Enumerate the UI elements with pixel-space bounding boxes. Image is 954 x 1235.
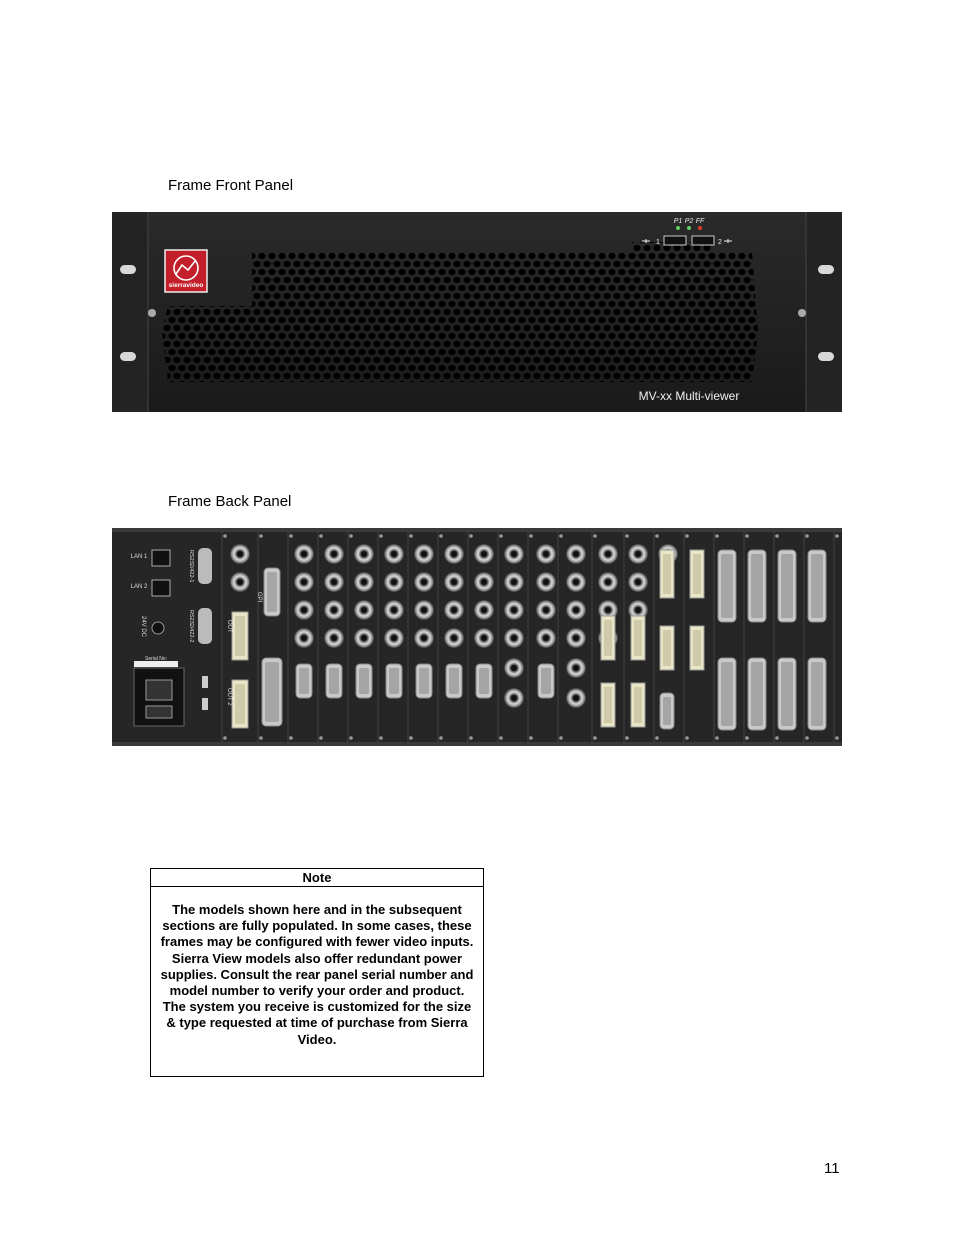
- screw-icon: [289, 534, 293, 538]
- dvi-pins-icon: [693, 554, 701, 594]
- screw-icon: [685, 534, 689, 538]
- bnc-pin-icon: [391, 551, 397, 557]
- screw-icon: [319, 534, 323, 538]
- led-label: P2: [684, 218, 694, 225]
- bnc-pin-icon: [361, 551, 367, 557]
- serial-port-2[interactable]: [198, 608, 212, 644]
- usb-port-icon[interactable]: [692, 236, 714, 245]
- d-sub-pins-icon: [663, 697, 671, 725]
- led-indicator-icon: [676, 226, 680, 230]
- out-label: OUT: [226, 620, 232, 633]
- dvi-pins-icon: [634, 687, 642, 723]
- front-panel-drawing: [112, 212, 842, 412]
- screw-icon: [409, 534, 413, 538]
- bnc-pin-icon: [573, 695, 579, 701]
- bnc-pin-icon: [605, 551, 611, 557]
- logo-text: sierravideo: [168, 282, 204, 289]
- d-sub-pins-icon: [479, 668, 489, 694]
- screw-icon: [625, 736, 629, 740]
- bnc-pin-icon: [511, 665, 517, 671]
- bnc-pin-icon: [421, 607, 427, 613]
- bnc-pin-icon: [361, 635, 367, 641]
- rack-slot-icon: [120, 265, 136, 274]
- usb-label: 1: [656, 239, 660, 246]
- bnc-pin-icon: [237, 579, 243, 585]
- rack-slot-icon: [818, 265, 834, 274]
- screw-icon: [409, 736, 413, 740]
- screw-icon: [289, 736, 293, 740]
- usb-label: 2: [718, 239, 722, 246]
- screw-icon: [529, 736, 533, 740]
- d-sub-pins-icon: [359, 668, 369, 694]
- bnc-pin-icon: [481, 551, 487, 557]
- bnc-pin-icon: [543, 551, 549, 557]
- screw-icon: [379, 534, 383, 538]
- bnc-pin-icon: [451, 579, 457, 585]
- bnc-pin-icon: [237, 551, 243, 557]
- screw-icon: [223, 534, 227, 538]
- bnc-pin-icon: [573, 551, 579, 557]
- screw-icon: [259, 736, 263, 740]
- front-panel-caption: Frame Front Panel: [168, 177, 294, 194]
- screw-icon: [349, 736, 353, 740]
- dvi-pins-icon: [634, 620, 642, 656]
- serial-label: RS232/422-1: [188, 550, 194, 583]
- bnc-pin-icon: [481, 607, 487, 613]
- dvi-pins-icon: [604, 620, 612, 656]
- bnc-pin-icon: [511, 551, 517, 557]
- screw-icon: [439, 736, 443, 740]
- bnc-pin-icon: [635, 551, 641, 557]
- screw-icon: [499, 736, 503, 740]
- led-label: FF: [695, 218, 705, 225]
- led-indicator-icon: [698, 226, 702, 230]
- bnc-pin-icon: [331, 551, 337, 557]
- model-label: MV-xx Multi-viewer: [638, 389, 740, 403]
- rack-slot-icon: [818, 352, 834, 361]
- back-panel-drawing: [112, 528, 842, 746]
- bnc-pin-icon: [301, 579, 307, 585]
- screw-icon: [259, 534, 263, 538]
- d-sub-pins-icon: [329, 668, 339, 694]
- bnc-pin-icon: [511, 607, 517, 613]
- bnc-pin-icon: [331, 607, 337, 613]
- bnc-pin-icon: [481, 579, 487, 585]
- bnc-pin-icon: [573, 635, 579, 641]
- bnc-pin-icon: [605, 607, 611, 613]
- bnc-pin-icon: [301, 607, 307, 613]
- screw-icon: [745, 534, 749, 538]
- d-sub-pins-icon: [781, 554, 793, 618]
- dvi-pins-icon: [604, 687, 612, 723]
- d-sub-pins-icon: [267, 572, 277, 612]
- rack-slot-icon: [120, 352, 136, 361]
- bnc-pin-icon: [543, 607, 549, 613]
- usb-port-icon[interactable]: [202, 676, 208, 688]
- d-sub-pins-icon: [751, 662, 763, 726]
- d-sub-pins-icon: [781, 662, 793, 726]
- d-sub-pins-icon: [811, 662, 823, 726]
- bnc-pin-icon: [573, 579, 579, 585]
- d-sub-pins-icon: [751, 554, 763, 618]
- bnc-pin-icon: [635, 607, 641, 613]
- bnc-pin-icon: [511, 695, 517, 701]
- bnc-pin-icon: [391, 579, 397, 585]
- screw-icon: [655, 534, 659, 538]
- screw-icon: [499, 534, 503, 538]
- d-sub-pins-icon: [721, 662, 733, 726]
- bnc-pin-icon: [361, 579, 367, 585]
- screw-icon: [559, 534, 563, 538]
- back-panel-image: [112, 528, 842, 746]
- bnc-pin-icon: [573, 607, 579, 613]
- screw-icon: [835, 534, 839, 538]
- led-indicator-icon: [687, 226, 691, 230]
- bnc-pin-icon: [511, 635, 517, 641]
- screw-icon: [715, 534, 719, 538]
- bnc-pin-icon: [301, 551, 307, 557]
- screw-icon: [745, 736, 749, 740]
- d-sub-pins-icon: [265, 662, 279, 722]
- screw-icon: [805, 534, 809, 538]
- bnc-pin-icon: [543, 579, 549, 585]
- bnc-pin-icon: [451, 607, 457, 613]
- bnc-pin-icon: [421, 579, 427, 585]
- screw-icon: [625, 534, 629, 538]
- dvi-pins-icon: [235, 684, 245, 724]
- screw-icon: [319, 736, 323, 740]
- dvi-pins-icon: [663, 554, 671, 594]
- screw-icon: [775, 736, 779, 740]
- screw-icon: [469, 736, 473, 740]
- screw-icon: [593, 534, 597, 538]
- screw-icon: [379, 736, 383, 740]
- bnc-pin-icon: [451, 551, 457, 557]
- note-text: The models shown here and in the subsequent sections are fully populated. In some cases, these frames may be configured with fewer video inputs. Sierra View models also offer redundant power supplies. Consult the rear panel serial number and model number to verify your order and product. The system you receive is customized for the size & type requested at time of purchase from Sierra Video.: [160, 902, 474, 1047]
- bnc-pin-icon: [635, 579, 641, 585]
- screw-icon: [805, 736, 809, 740]
- d-sub-pins-icon: [419, 668, 429, 694]
- d-sub-pins-icon: [449, 668, 459, 694]
- d-sub-pins-icon: [721, 554, 733, 618]
- bnc-pin-icon: [573, 665, 579, 671]
- lan-port-2[interactable]: [152, 580, 170, 596]
- bnc-pin-icon: [605, 579, 611, 585]
- screw-icon: [715, 736, 719, 740]
- d-sub-pins-icon: [541, 668, 551, 694]
- screw-icon: [775, 534, 779, 538]
- bnc-pin-icon: [391, 607, 397, 613]
- bnc-pin-icon: [331, 579, 337, 585]
- bnc-pin-icon: [421, 635, 427, 641]
- bnc-pin-icon: [481, 635, 487, 641]
- power-label: 24V DC: [140, 616, 146, 638]
- lan-label: LAN 1: [130, 554, 148, 560]
- bnc-pin-icon: [451, 635, 457, 641]
- d-sub-pins-icon: [811, 554, 823, 618]
- dc-power-jack-icon[interactable]: [152, 622, 164, 634]
- lan-port-1[interactable]: [152, 550, 170, 566]
- screw-icon: [685, 736, 689, 740]
- page-number: 11: [824, 1160, 840, 1177]
- note-title: Note: [151, 869, 483, 887]
- screw-icon: [835, 736, 839, 740]
- led-label: P1: [673, 218, 683, 225]
- usb-port-icon[interactable]: [202, 698, 208, 710]
- usb-port-icon[interactable]: [664, 236, 686, 245]
- screw-icon: [655, 736, 659, 740]
- dvi-pins-icon: [663, 630, 671, 666]
- d-sub-pins-icon: [299, 668, 309, 694]
- screw-icon: [148, 309, 156, 317]
- dvi-pins-icon: [693, 630, 701, 666]
- front-panel-image: [112, 212, 842, 412]
- bnc-pin-icon: [361, 607, 367, 613]
- screw-icon: [223, 736, 227, 740]
- screw-icon: [349, 534, 353, 538]
- serial-no-label: Serial No:: [145, 656, 167, 662]
- screw-icon: [469, 534, 473, 538]
- bnc-pin-icon: [301, 635, 307, 641]
- out-label: OUT 2: [226, 688, 232, 706]
- gpi-label: GPI: [256, 592, 262, 603]
- d-sub-pins-icon: [389, 668, 399, 694]
- serial-label: RS232/422-2: [188, 610, 194, 643]
- screw-icon: [559, 736, 563, 740]
- bnc-pin-icon: [421, 551, 427, 557]
- screw-icon: [529, 534, 533, 538]
- screw-icon: [798, 309, 806, 317]
- screw-icon: [439, 534, 443, 538]
- back-panel-caption: Frame Back Panel: [168, 493, 292, 510]
- lan-label: LAN 2: [130, 584, 148, 590]
- serial-port-1[interactable]: [198, 548, 212, 584]
- dvi-pins-icon: [235, 616, 245, 656]
- screw-icon: [593, 736, 597, 740]
- bnc-pin-icon: [511, 579, 517, 585]
- bnc-pin-icon: [391, 635, 397, 641]
- note-box: [150, 868, 484, 1077]
- bnc-pin-icon: [543, 635, 549, 641]
- bnc-pin-icon: [331, 635, 337, 641]
